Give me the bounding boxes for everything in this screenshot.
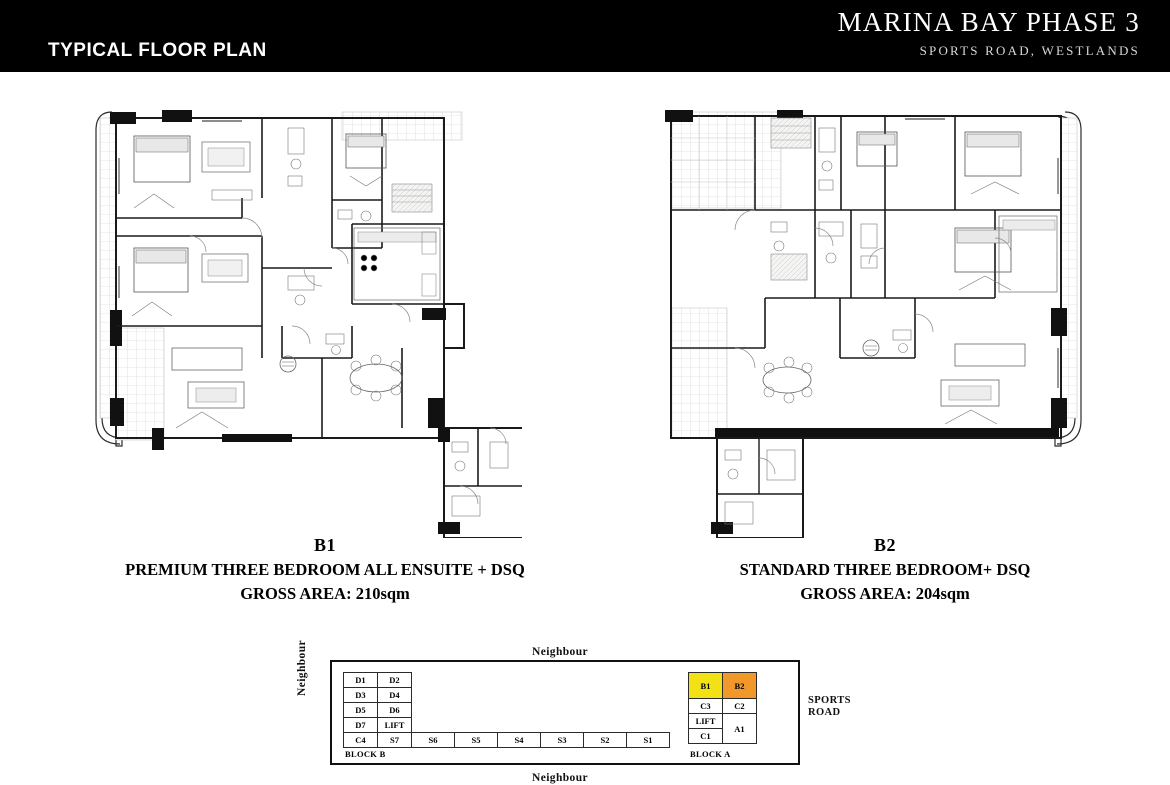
keyplan-cell[interactable]: D4 (378, 688, 412, 703)
keyplan-label-bottom: Neighbour (532, 772, 588, 784)
keyplan-cell[interactable]: S5 (455, 733, 498, 748)
plan-caption-b2 (620, 535, 1150, 604)
brand-block (838, 8, 1140, 59)
table-row (344, 688, 412, 703)
table-row (412, 733, 670, 748)
keyplan-label-right-line2: ROAD (808, 707, 841, 719)
keyplan-cell[interactable]: C2 (723, 699, 757, 714)
keyplan-cell-lift[interactable]: LIFT (689, 714, 723, 729)
keyplan-cell[interactable]: D6 (378, 703, 412, 718)
brand-title: MARINA BAY PHASE 3 (837, 7, 1140, 37)
keyplan-label-right-line1: SPORTS (808, 695, 851, 706)
keyplan-cell[interactable]: S6 (412, 733, 455, 748)
keyplan-cell[interactable]: S7 (378, 733, 412, 748)
keyplan-cell[interactable]: C1 (689, 729, 723, 744)
keyplan-corridor-grid (411, 732, 670, 748)
table-row (689, 714, 757, 729)
floor-plan-drawing-b1 (92, 98, 522, 538)
table-row (689, 673, 757, 699)
keyplan-label-left: Neighbour (296, 640, 308, 696)
keyplan-cell[interactable]: D7 (344, 718, 378, 733)
keyplan-block-a-grid (688, 672, 757, 744)
keyplan-block-b-footer: BLOCK B (345, 749, 386, 759)
page-title: TYPICAL FLOOR PLAN (48, 40, 267, 61)
keyplan-cell[interactable]: S2 (584, 733, 627, 748)
key-plan (296, 640, 870, 785)
keyplan-cell[interactable]: A1 (723, 714, 757, 744)
keyplan-block-a-footer: BLOCK A (690, 749, 731, 759)
table-row (344, 703, 412, 718)
keyplan-cell-lift[interactable]: LIFT (378, 718, 412, 733)
keyplan-cell[interactable]: C3 (689, 699, 723, 714)
keyplan-cell[interactable]: D3 (344, 688, 378, 703)
keyplan-block-b-grid (343, 672, 412, 748)
brand-subtitle: SPORTS ROAD, WESTLANDS (919, 42, 1140, 58)
keyplan-cell[interactable]: S4 (498, 733, 541, 748)
table-row (344, 733, 412, 748)
keyplan-cell[interactable]: D1 (344, 673, 378, 688)
table-row (689, 699, 757, 714)
plan-name-b2: STANDARD THREE BEDROOM+ DSQ (739, 560, 1031, 579)
keyplan-cell-b2[interactable]: B2 (723, 673, 757, 699)
keyplan-cell[interactable]: D2 (378, 673, 412, 688)
plan-code-b1: B1 (313, 535, 336, 555)
keyplan-cell[interactable]: S1 (627, 733, 670, 748)
keyplan-label-right (808, 695, 851, 719)
plan-name-b1: PREMIUM THREE BEDROOM ALL ENSUITE + DSQ (125, 560, 525, 579)
keyplan-cell[interactable]: C4 (344, 733, 378, 748)
keyplan-cell-b1[interactable]: B1 (689, 673, 723, 699)
table-row (344, 718, 412, 733)
plan-caption-b1 (60, 535, 590, 604)
keyplan-cell[interactable]: D5 (344, 703, 378, 718)
floor-plan-drawing-b2 (655, 98, 1085, 538)
table-row (344, 673, 412, 688)
keyplan-cell[interactable]: S3 (541, 733, 584, 748)
plan-code-b2: B2 (873, 535, 896, 555)
keyplan-label-top: Neighbour (532, 646, 588, 658)
plan-area-b2: GROSS AREA: 204sqm (800, 584, 970, 603)
plan-area-b1: GROSS AREA: 210sqm (240, 584, 410, 603)
page-header (0, 0, 1170, 72)
